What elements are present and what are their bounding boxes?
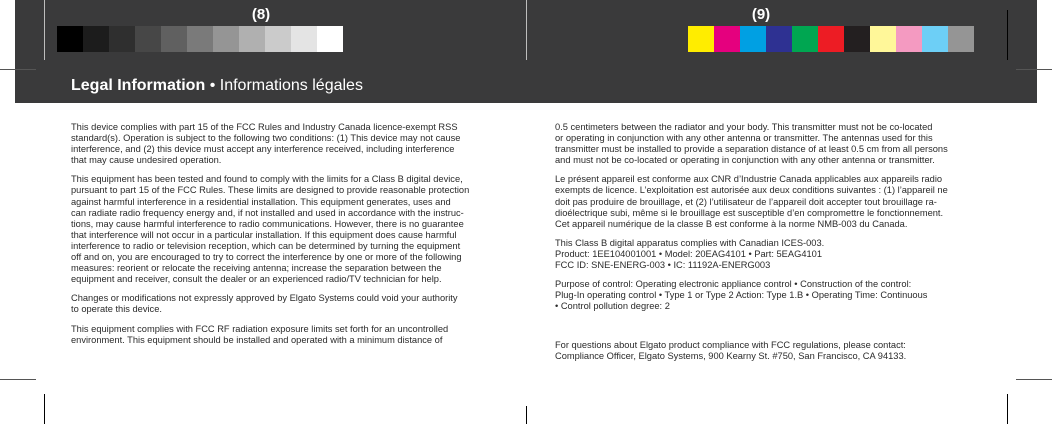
color-swatch [870, 26, 896, 52]
text-line: dioélectrique subi, même si le brouillage est susceptible d’en compromettre le fonctionnement. [555, 207, 944, 218]
text-line: Product: 1EE104001001 • Model: 20EAG4101 • Part: 5EAG4101 [555, 248, 822, 259]
legal-paragraph [555, 340, 1005, 362]
text-line: measures: reorient or relocate the receiving antenna; increase the separation between the [71, 263, 442, 274]
color-swatch [317, 26, 343, 52]
text-line: can radiate radio frequency energy and, if not installed and used in accordance with the instruc- [71, 207, 464, 218]
legal-paragraph [555, 238, 1005, 271]
grayscale-color-bar [57, 26, 343, 52]
text-line: • Control pollution degree: 2 [555, 301, 670, 312]
text-line: interference to radio or television reception, which can be determined by turning the equipment [71, 240, 461, 251]
text-line: tions, may cause harmful interference to radio communications. However, there is no guarantee [71, 218, 464, 229]
crop-mark-left-lower [0, 379, 36, 380]
color-swatch [740, 26, 766, 52]
color-swatch [265, 26, 291, 52]
text-line: Compliance Officer, Elgato Systems, 900 Kearny St. #750, San Francisco, CA 94133. [555, 350, 907, 361]
title-french: Informations légales [219, 77, 363, 94]
right-text-column [555, 122, 1005, 370]
text-line: FCC ID: SNE-ENERG-003 • IC: 11192A-ENERG003 [555, 260, 771, 271]
text-line [555, 320, 1005, 331]
process-color-bar [688, 26, 974, 52]
legal-paragraph [71, 293, 511, 315]
color-swatch [766, 26, 792, 52]
crop-mark-left-upper [0, 69, 36, 70]
color-swatch [792, 26, 818, 52]
title-separator: • [209, 77, 216, 94]
color-swatch [844, 26, 870, 52]
color-swatch [688, 26, 714, 52]
color-swatch [187, 26, 213, 52]
text-line: This Class B digital apparatus complies with Canadian ICES-003. [555, 237, 825, 248]
legal-paragraph [555, 122, 1005, 166]
text-line: Le présent appareil est conforme aux CNR d’Industrie Canada applicables aux appareils radio [555, 174, 943, 185]
text-line: Cet appareil numérique de la classe B est conforme à la norme NMB-003 du Canada. [555, 218, 908, 229]
color-swatch [896, 26, 922, 52]
text-line: 0.5 centimeters between the radiator and your body. This transmitter must not be co-located [555, 122, 933, 132]
text-line: transmitter must be installed to provide a separation distance of at least 0.5 cm from all persons [555, 144, 948, 155]
text-line: to operate this device. [71, 304, 162, 315]
text-line: and must not be co-located or operating in conjunction with any other antenna or transmitter. [555, 155, 935, 166]
color-swatch [714, 26, 740, 52]
crop-mark-bottom-left [44, 394, 45, 424]
legal-paragraph [555, 279, 1005, 312]
section-title [71, 77, 363, 95]
legal-paragraph [71, 174, 511, 285]
text-line: This equipment has been tested and found to comply with the limits for a Class B digital device, [71, 174, 463, 185]
text-line: For questions about Elgato product compliance with FCC regulations, please contact: [555, 339, 906, 350]
color-swatch [83, 26, 109, 52]
text-line: This equipment complies with FCC RF radiation exposure limits set forth for an uncontrolled [71, 323, 449, 334]
crop-mark-right-upper [1016, 69, 1052, 70]
text-line: Plug-In operating control • Type 1 or Type 2 Action: Type 1.B • Operating Time: Continuous [555, 290, 928, 301]
text-line: equipment and receiver, consult the dealer or an experienced radio/TV technician for help. [71, 274, 442, 285]
legal-paragraph [555, 320, 1005, 331]
legal-paragraph [71, 324, 511, 346]
crop-mark-top-center [526, 0, 527, 60]
crop-mark-top-right [1007, 10, 1008, 60]
color-swatch [922, 26, 948, 52]
color-swatch [818, 26, 844, 52]
text-line: that interference will not occur in a particular installation. If this equipment does cause harmful [71, 229, 457, 240]
text-line: against harmful interference in a residential installation. This equipment generates, uses and [71, 196, 451, 207]
color-swatch [291, 26, 317, 52]
text-line: This device complies with part 15 of the FCC Rules and Industry Canada licence-exempt RSS [71, 122, 458, 132]
text-line: Purpose of control: Operating electronic appliance control • Construction of the control: [555, 279, 912, 290]
page-number-right: (9) [751, 6, 771, 23]
text-line: interference, and (2) this device must accept any interference received, including interference [71, 144, 455, 155]
text-line: or operating in conjunction with any other antenna or transmitter. The antennas used for this [555, 133, 933, 144]
color-swatch [161, 26, 187, 52]
text-line: standard(s). Operation is subject to the following two conditions: (1) This device may not cause [71, 133, 461, 144]
color-swatch [109, 26, 135, 52]
text-line: exempts de licence. L’exploitation est autorisée aux deux conditions suivantes : (1) l’appareil ne [555, 185, 948, 196]
text-line: pursuant to part 15 of the FCC Rules. These limits are designed to provide reasonable protection [71, 185, 470, 196]
text-line: environment. This equipment should be installed and operated with a minimum distance of [71, 334, 443, 345]
legal-paragraph [71, 122, 511, 166]
color-swatch [135, 26, 161, 52]
color-swatch [239, 26, 265, 52]
left-text-column [71, 122, 511, 354]
text-line: off and on, you are encouraged to try to correct the interference by one or more of the following [71, 252, 462, 263]
page-number-left: (8) [251, 6, 271, 23]
color-swatch [948, 26, 974, 52]
crop-mark-bottom-center [526, 406, 527, 424]
color-swatch [57, 26, 83, 52]
crop-mark-right-lower [1016, 379, 1052, 380]
color-swatch [213, 26, 239, 52]
legal-paragraph [555, 174, 1005, 229]
title-english: Legal Information [71, 77, 206, 94]
crop-mark-top-left [44, 0, 45, 60]
text-line: that may cause undesired operation. [71, 155, 222, 166]
text-line: doit pas produire de brouillage, et (2) l’utilisateur de l’appareil doit accepter tout brouillage ra- [555, 196, 937, 207]
text-line: Changes or modifications not expressly approved by Elgato Systems could void your authority [71, 293, 458, 304]
crop-mark-bottom-right [1007, 394, 1008, 424]
